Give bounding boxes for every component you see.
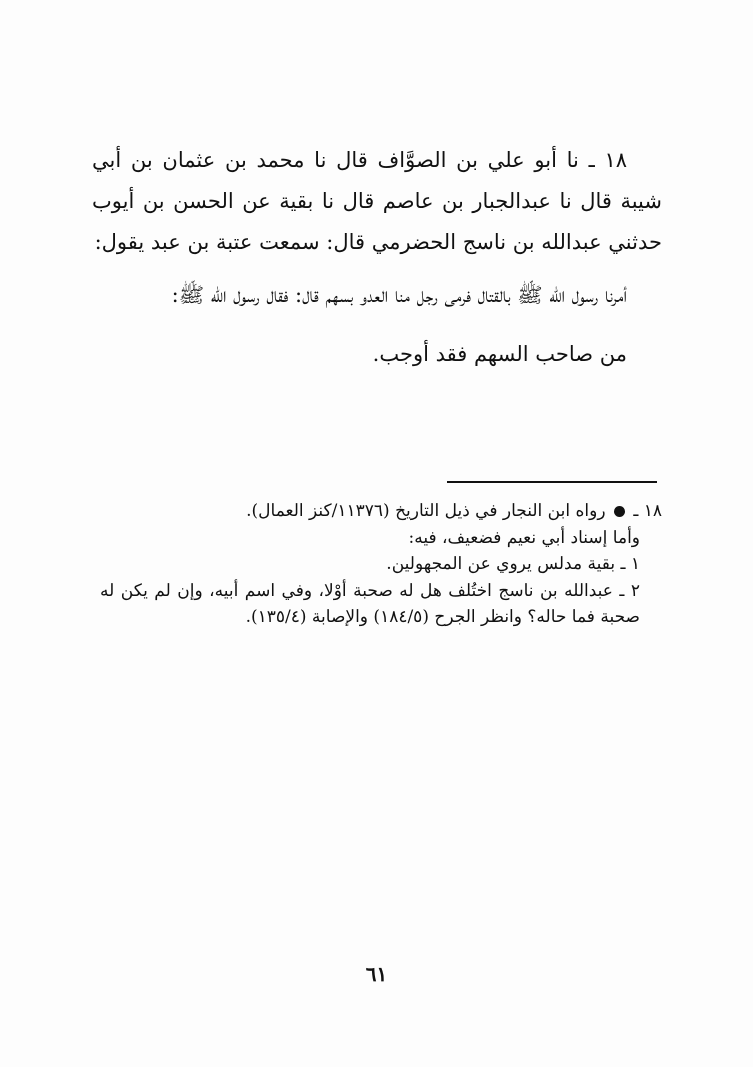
footnote-line-3: ١ ـ بقية مدلس يروي عن المجهولين. [386,554,640,574]
page-number: ٦١ [365,962,388,986]
footnote-divider [447,481,657,483]
footnote-source-text: رواه ابن النجار في ذيل التاريخ (١١٣٧٦/كنز العمال). [246,501,606,521]
footnotes-block [100,498,662,631]
footnote-line-1 [100,498,662,525]
hadith-conclusion-paragraph: من صاحب السهم فقد أوجب. [372,342,627,366]
footnote-number: ١٨ ـ [633,501,662,521]
bullet-icon [614,506,625,517]
main-text-block [92,140,662,375]
hadith-isnad-paragraph: ١٨ ـ نا أبو علي بن الصوَّاف قال نا محمد بن عثمان بن أبي شيبة قال نا عبدالجبار بن عاصم قال نا بقية عن الحسن بن أيوب حدثني عبدالله بن ناسج الحضرمي قال: سمعت عتبة بن عبد يقول: [92,148,662,254]
footnote-line-4: ٢ ـ عبدالله بن ناسج اختُلف هل له صحبة أوْلا، وفي اسم أبيه، وإن لم يكن له صحبة فما حاله؟ وانظر الجرح (١٨٤/٥) والإصابة (١٣٥/٤). [100,580,640,627]
footnote-line-2: وأما إسناد أبي نعيم فضعيف، فيه: [408,527,640,548]
hadith-matn-paragraph: أمرنا رسول الله ﷺ بالقتال فرمى رجل منا العدو بسهم قال: فقال رسول الله ﷺ: [171,283,627,307]
